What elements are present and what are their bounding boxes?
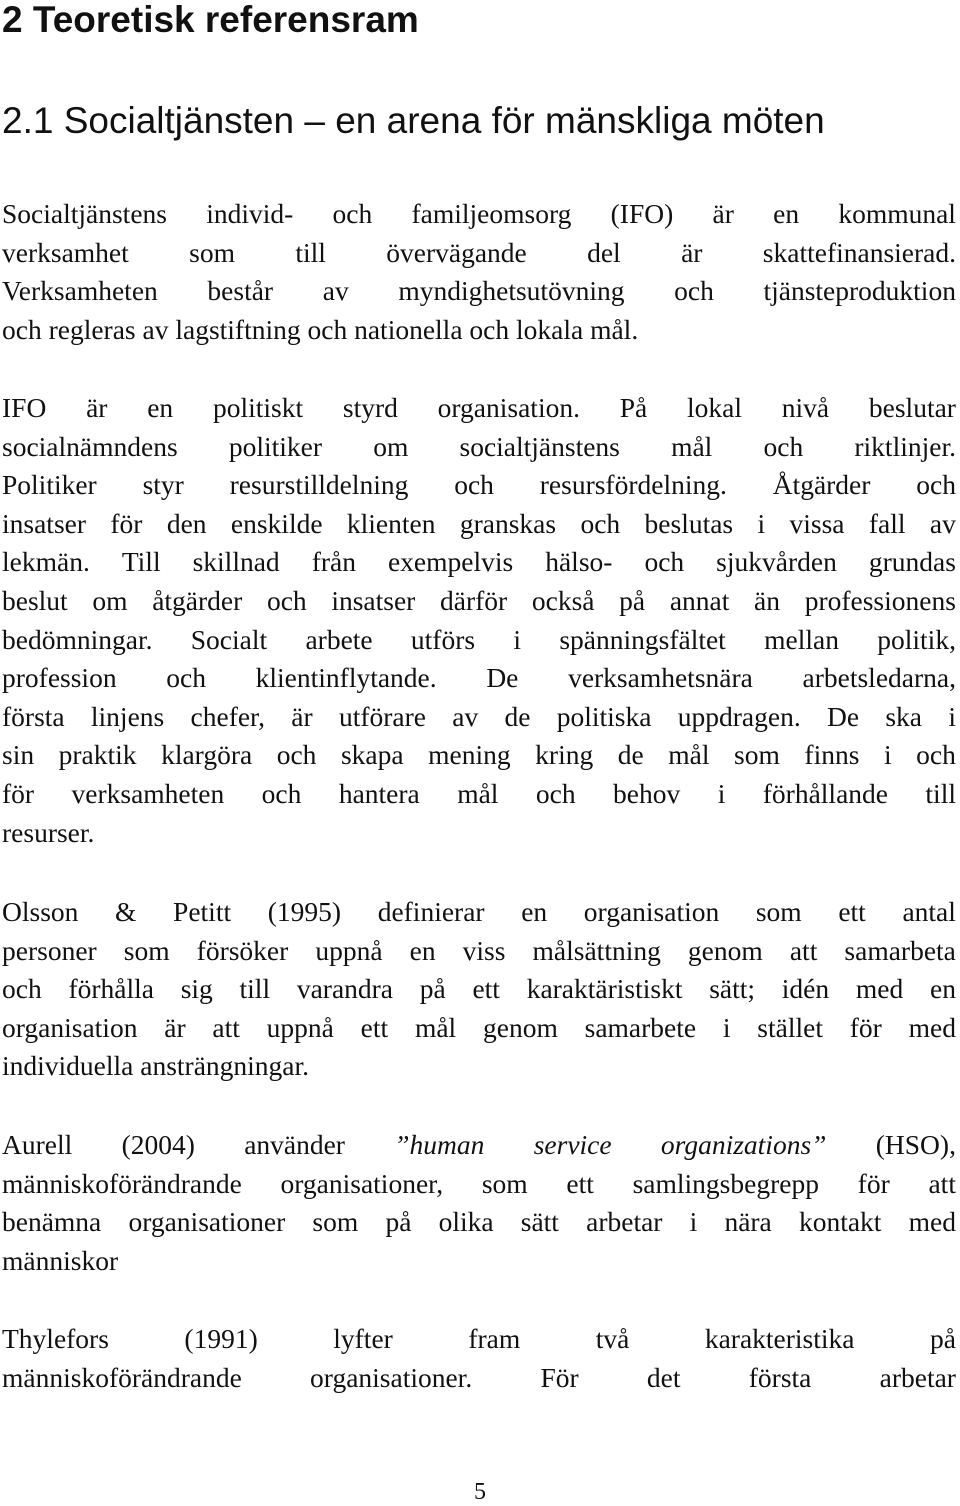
word: organisationer xyxy=(128,1206,286,1238)
word: politik, xyxy=(877,623,956,655)
text-line xyxy=(2,311,956,350)
word: med xyxy=(855,973,904,1005)
word: och xyxy=(674,275,714,307)
word: och xyxy=(307,313,348,345)
text-line xyxy=(2,1009,956,1048)
text-line xyxy=(2,1320,956,1359)
word: olika xyxy=(438,1206,494,1238)
word: de xyxy=(617,739,644,771)
text-line xyxy=(2,893,956,932)
word: de xyxy=(504,700,531,732)
word: Åtgärder xyxy=(772,469,871,501)
word: är xyxy=(681,236,703,268)
word: beslutas xyxy=(644,507,734,539)
word: verksamhetsnära xyxy=(568,662,753,694)
word: arbetsledarna, xyxy=(802,662,956,694)
word: samarbeta xyxy=(844,934,956,966)
word: också xyxy=(531,584,595,616)
word: uppnå xyxy=(266,1011,334,1043)
section-heading: 2.1 Socialtjänsten – en arena för mänskliga möten xyxy=(2,100,825,141)
word: sätt xyxy=(520,1206,559,1238)
word: och xyxy=(2,973,42,1005)
word: människoförändrande xyxy=(2,1361,242,1393)
word: lokala xyxy=(516,313,584,345)
word: uppnå xyxy=(315,934,383,966)
word: klienten xyxy=(346,507,436,539)
word: lyfter xyxy=(333,1323,393,1354)
text-line xyxy=(2,814,956,853)
text-line xyxy=(2,1165,956,1204)
word: fram xyxy=(468,1323,521,1354)
word: politiska xyxy=(556,700,652,732)
text-line xyxy=(2,582,956,621)
word: vissa xyxy=(789,507,845,539)
word: från xyxy=(311,546,356,578)
word: (1991) xyxy=(184,1323,258,1354)
text-line xyxy=(2,234,956,273)
word: Politiker xyxy=(2,469,97,501)
word: med xyxy=(908,1011,956,1043)
word: och xyxy=(454,469,494,501)
word: arbete xyxy=(305,623,373,655)
word: än xyxy=(754,584,781,616)
word: som xyxy=(123,934,170,966)
word: insatser xyxy=(2,507,87,539)
word: Till xyxy=(121,546,161,578)
word: resurstilldelning xyxy=(229,469,409,501)
word: övervägande xyxy=(386,236,527,268)
word: grundas xyxy=(868,546,956,578)
word: socialnämndens xyxy=(2,430,178,462)
word: genom xyxy=(687,934,763,966)
word: av xyxy=(322,275,349,307)
text-line xyxy=(2,195,956,234)
word: och xyxy=(916,469,956,501)
word: styr xyxy=(142,469,184,501)
text-line xyxy=(2,621,956,660)
word: utförare xyxy=(338,700,426,732)
word: två xyxy=(595,1323,630,1354)
word: del xyxy=(587,236,621,268)
word: det xyxy=(646,1361,681,1393)
word: finns xyxy=(804,739,860,771)
word: organisation. xyxy=(437,392,580,423)
word: till xyxy=(925,777,956,809)
word: annat xyxy=(669,584,730,616)
word: beslut xyxy=(2,584,68,616)
word: och xyxy=(763,430,804,462)
word: som xyxy=(734,739,780,771)
word: utförs xyxy=(410,623,476,655)
word: att xyxy=(212,1011,240,1043)
word: skillnad xyxy=(192,546,280,578)
word: som xyxy=(755,896,802,927)
text-line xyxy=(2,1047,956,1086)
word: som xyxy=(312,1206,359,1238)
word: varandra xyxy=(296,973,394,1005)
word: karakteristika xyxy=(704,1323,855,1354)
word: om xyxy=(92,584,128,616)
word: i xyxy=(757,507,766,539)
word: sätt; xyxy=(709,973,756,1005)
word: för xyxy=(2,777,35,809)
text-line xyxy=(2,736,956,775)
word: till xyxy=(295,236,326,268)
word: mål. xyxy=(590,313,639,345)
word: i xyxy=(883,739,892,771)
word: i xyxy=(513,623,522,655)
word: individ- xyxy=(206,198,294,229)
word: arbetar xyxy=(879,1361,956,1393)
word: på xyxy=(619,584,646,616)
word: förhålla xyxy=(68,973,154,1005)
word: i xyxy=(717,777,726,809)
word: skapa xyxy=(340,739,404,771)
word: en xyxy=(147,392,174,423)
word: att xyxy=(789,934,818,966)
text-line xyxy=(2,698,956,737)
word: & xyxy=(115,896,137,927)
word: bedömningar. xyxy=(2,623,153,655)
word: och xyxy=(469,313,510,345)
word: viss xyxy=(462,934,506,966)
word: och xyxy=(535,777,576,809)
word: genom xyxy=(482,1011,558,1043)
word: mellan xyxy=(764,623,839,655)
word: till xyxy=(239,973,271,1005)
word: och xyxy=(332,198,373,229)
word: stället xyxy=(757,1011,823,1043)
word: karaktäristiskt xyxy=(526,973,683,1005)
word: därför xyxy=(440,584,508,616)
word: För xyxy=(540,1361,579,1393)
word: åtgärder xyxy=(152,584,243,616)
word: De xyxy=(486,662,519,694)
page-number: 5 xyxy=(474,1479,486,1505)
text-line xyxy=(2,1203,956,1242)
word: samarbete xyxy=(584,1011,697,1043)
word: IFO xyxy=(2,392,47,423)
word: för xyxy=(110,507,143,539)
word: den xyxy=(166,507,207,539)
word: praktik xyxy=(58,739,137,771)
word: en xyxy=(929,973,956,1005)
word: lekmän. xyxy=(2,546,90,578)
word: är xyxy=(86,392,108,423)
word: kommunal xyxy=(838,198,956,229)
word: en xyxy=(773,198,800,229)
word: om xyxy=(373,430,409,462)
word: Olsson xyxy=(2,896,79,927)
word: hälso- xyxy=(545,546,613,578)
word: lokal xyxy=(687,392,742,423)
word: beslutar xyxy=(868,392,956,423)
word: av xyxy=(452,700,479,732)
word: första xyxy=(748,1361,812,1393)
paragraph-olsson-petitt xyxy=(2,893,956,1086)
text-line xyxy=(2,1242,956,1281)
text-line xyxy=(2,272,956,311)
word: styrd xyxy=(342,392,398,423)
word: Verksamheten xyxy=(2,275,158,307)
text-line xyxy=(2,932,956,971)
word: sin xyxy=(2,739,35,771)
word: Socialtjänstens xyxy=(2,198,167,229)
word: politiker xyxy=(228,430,323,462)
word: är xyxy=(291,700,313,732)
word: personer xyxy=(2,934,97,966)
word: och xyxy=(276,739,317,771)
paragraph-aurell xyxy=(2,1126,956,1280)
word: och xyxy=(261,777,302,809)
word: kontakt xyxy=(798,1206,882,1238)
word: mål xyxy=(457,777,499,809)
word: och xyxy=(916,739,956,771)
word: Thylefors xyxy=(2,1323,109,1354)
word: familjeomsorg xyxy=(411,198,572,229)
word: chefer, xyxy=(190,700,265,732)
paragraph-ifo-politics xyxy=(2,389,956,852)
word: skattefinansierad. xyxy=(762,236,956,268)
text-line xyxy=(2,775,956,814)
word: som xyxy=(189,236,235,268)
word: insatser xyxy=(331,584,416,616)
text-line xyxy=(2,428,956,467)
word: De xyxy=(827,700,860,732)
text-line xyxy=(2,389,956,428)
word: i xyxy=(722,1011,731,1043)
word: nivå xyxy=(781,392,830,423)
paragraph-ifo-intro xyxy=(2,195,956,349)
word: definierar xyxy=(377,896,485,927)
word: målsättning xyxy=(532,934,661,966)
word: (HSO), xyxy=(875,1129,956,1160)
word: och xyxy=(166,662,206,694)
text-line xyxy=(2,1359,956,1398)
word: Socialt xyxy=(190,623,268,655)
word: socialtjänstens xyxy=(459,430,620,462)
word: människor xyxy=(2,1244,119,1276)
word: en xyxy=(409,934,436,966)
word: politiskt xyxy=(212,392,304,423)
word: och xyxy=(2,313,42,345)
word: ett xyxy=(360,1011,389,1043)
word: hantera xyxy=(338,777,420,809)
text-line xyxy=(2,466,956,505)
word: för xyxy=(857,1167,890,1199)
word: verksamhet xyxy=(2,236,129,268)
word: enskilde xyxy=(230,507,323,539)
word: och xyxy=(644,546,685,578)
word: klargöra xyxy=(161,739,253,771)
word: arbetar xyxy=(586,1206,663,1238)
word: i xyxy=(689,1206,698,1238)
word: ett xyxy=(838,896,866,927)
word: resursfördelning. xyxy=(539,469,727,501)
word: idén xyxy=(781,973,830,1005)
word: mål xyxy=(671,430,713,462)
word: på xyxy=(930,1323,956,1354)
word: benämna xyxy=(2,1206,102,1238)
word: (2004) xyxy=(121,1129,195,1160)
word: första xyxy=(2,700,65,732)
word: lagstiftning xyxy=(175,313,301,345)
word: förhållande xyxy=(762,777,888,809)
word: På xyxy=(619,392,648,423)
word: organisationer, xyxy=(280,1167,444,1199)
word: myndighetsutövning xyxy=(398,275,625,307)
word: individuella xyxy=(2,1050,134,1082)
word: profession xyxy=(2,662,117,694)
paragraph-thylefors xyxy=(2,1320,956,1397)
text-line xyxy=(2,659,956,698)
word: en xyxy=(521,896,548,927)
word: (IFO) xyxy=(610,198,674,229)
word: organisation xyxy=(583,896,720,927)
word: människoförändrande xyxy=(2,1167,242,1199)
word: uppdragen. xyxy=(677,700,801,732)
word: med xyxy=(908,1206,956,1238)
chapter-heading: 2 Teoretisk referensram xyxy=(2,0,419,40)
word: regleras xyxy=(48,313,136,345)
word: av xyxy=(929,507,956,539)
word: fall xyxy=(868,507,906,539)
word: resurser. xyxy=(2,816,95,848)
word: sjukvården xyxy=(716,546,837,578)
text-line xyxy=(2,543,956,582)
word: professionens xyxy=(804,584,956,616)
word: behov xyxy=(613,777,681,809)
word: är xyxy=(164,1011,186,1043)
word: nationella xyxy=(354,313,463,345)
word: nära xyxy=(724,1206,772,1238)
word: försöker xyxy=(196,934,289,966)
word: organisationer. xyxy=(310,1361,473,1393)
italic-term: ”human xyxy=(394,1129,485,1160)
italic-term: service xyxy=(533,1129,612,1160)
word: riktlinjer. xyxy=(854,430,956,462)
text-line xyxy=(2,1126,956,1165)
word: exempelvis xyxy=(387,546,514,578)
word: organisation xyxy=(2,1011,138,1043)
word: linjens xyxy=(90,700,165,732)
word: Aurell xyxy=(2,1129,73,1160)
word: och xyxy=(266,584,307,616)
word: antal xyxy=(902,896,956,927)
word: på xyxy=(419,973,446,1005)
word: granskas xyxy=(459,507,557,539)
word: mål xyxy=(414,1011,457,1043)
word: för xyxy=(849,1011,882,1043)
word: samlingsbegrepp xyxy=(632,1167,819,1199)
word: spänningsfältet xyxy=(559,623,726,655)
word: ska xyxy=(885,700,923,732)
text-line xyxy=(2,970,956,1009)
text-line xyxy=(2,505,956,544)
word: använder xyxy=(244,1129,345,1160)
word: ansträngningar. xyxy=(140,1050,310,1082)
word: att xyxy=(928,1167,956,1199)
word: ett xyxy=(472,973,500,1005)
word: består xyxy=(207,275,274,307)
word: mål xyxy=(668,739,710,771)
word: tjänsteproduktion xyxy=(763,275,956,307)
italic-term: organizations” xyxy=(660,1129,827,1160)
word: i xyxy=(948,700,956,732)
word: på xyxy=(385,1206,412,1238)
word: kring xyxy=(535,739,594,771)
word: är xyxy=(712,198,734,229)
word: Petitt xyxy=(173,896,232,927)
word: ett xyxy=(566,1167,594,1199)
word: verksamheten xyxy=(71,777,225,809)
word: (1995) xyxy=(267,896,342,927)
word: som xyxy=(481,1167,528,1199)
word: sig xyxy=(180,973,213,1005)
word: och xyxy=(580,507,621,539)
word: klientinflytande. xyxy=(255,662,437,694)
word: mening xyxy=(428,739,511,771)
word: av xyxy=(142,313,169,345)
